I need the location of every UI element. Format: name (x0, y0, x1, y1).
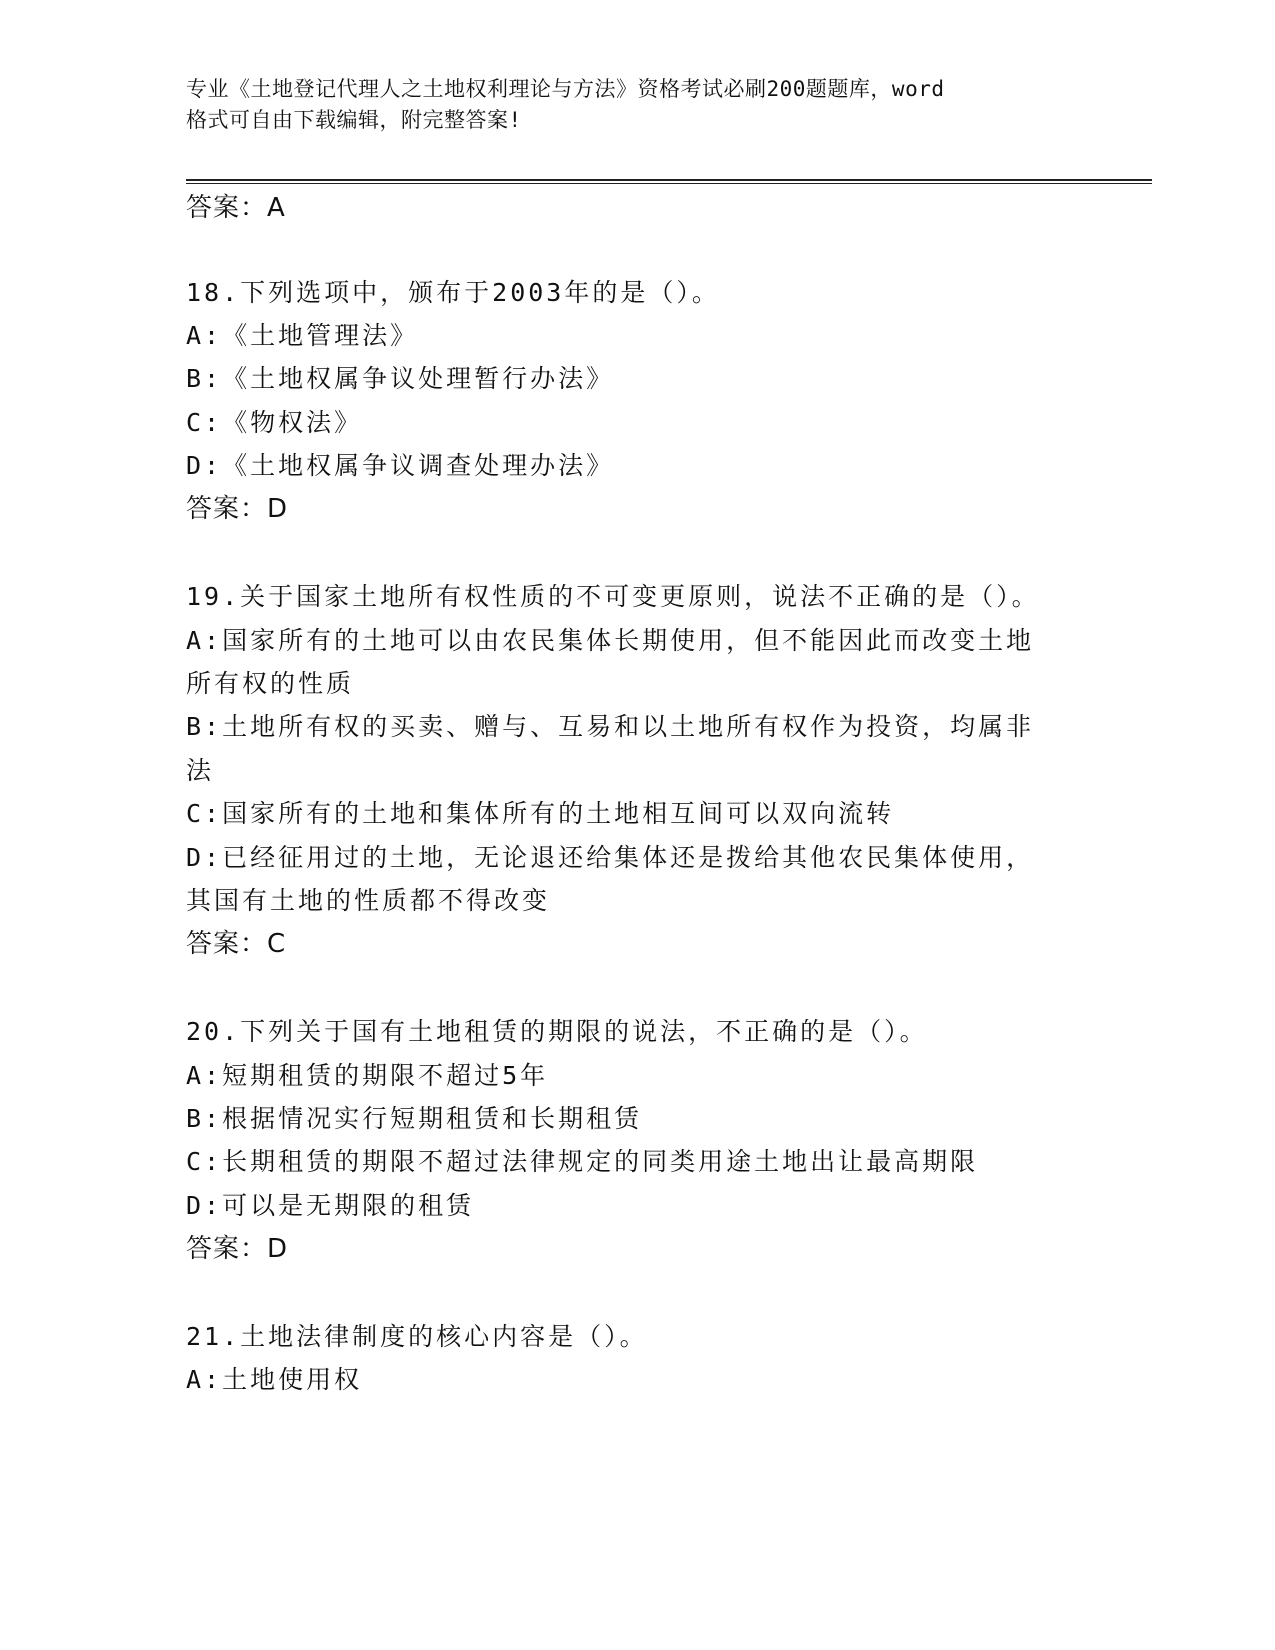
question-20-option-a: A:短期租赁的期限不超过5年 (186, 1061, 549, 1090)
question-18-stem: 18.下列选项中，颁布于2003年的是（）。 (186, 278, 720, 307)
answer-19: 答案：C (186, 929, 287, 959)
question-19-option-c: C:国家所有的土地和集体所有的土地相互间可以双向流转 (186, 799, 895, 828)
question-19-option-a-line-2: 所有权的性质 (186, 669, 355, 698)
answer-20: 答案：D (186, 1234, 289, 1264)
question-21-stem: 21.土地法律制度的核心内容是（）。 (186, 1322, 648, 1351)
question-19-option-d-line-1: D:已经征用过的土地，无论退还给集体还是拨给其他农民集体使用， (186, 843, 1035, 872)
question-18-option-d: D:《土地权属争议调查处理办法》 (186, 451, 615, 480)
header-line-2: 格式可自由下载编辑，附完整答案! (186, 108, 522, 132)
question-20-stem: 20.下列关于国有土地租赁的期限的说法，不正确的是（）。 (186, 1017, 928, 1046)
question-19-option-b-line-1: B:土地所有权的买卖、赠与、互易和以土地所有权作为投资，均属非 (186, 712, 1035, 741)
question-19-stem: 19.关于国家土地所有权性质的不可变更原则，说法不正确的是（）。 (186, 582, 1040, 611)
header-divider-thick (186, 179, 1152, 181)
question-19-option-a-line-1: A:国家所有的土地可以由农民集体长期使用，但不能因此而改变土地 (186, 626, 1035, 655)
question-21-option-a: A:土地使用权 (186, 1365, 363, 1394)
header-line-1: 专业《土地登记代理人之土地权利理论与方法》资格考试必刷200题题库，word (186, 77, 945, 101)
answer-17: 答案：A (186, 193, 286, 223)
question-18-option-b: B:《土地权属争议处理暂行办法》 (186, 364, 615, 393)
question-19-option-b-line-2: 法 (186, 756, 215, 785)
answer-18: 答案：D (186, 494, 289, 524)
question-20-option-d: D:可以是无期限的租赁 (186, 1191, 475, 1220)
question-20-option-c: C:长期租赁的期限不超过法律规定的同类用途土地出让最高期限 (186, 1147, 979, 1176)
question-19-option-d-line-2: 其国有土地的性质都不得改变 (186, 886, 551, 915)
question-18-option-c: C:《物权法》 (186, 408, 363, 437)
question-18-option-a: A:《土地管理法》 (186, 321, 419, 350)
page-header (186, 74, 1076, 136)
question-20-option-b: B:根据情况实行短期租赁和长期租赁 (186, 1104, 643, 1133)
header-divider-thin (186, 183, 1152, 184)
